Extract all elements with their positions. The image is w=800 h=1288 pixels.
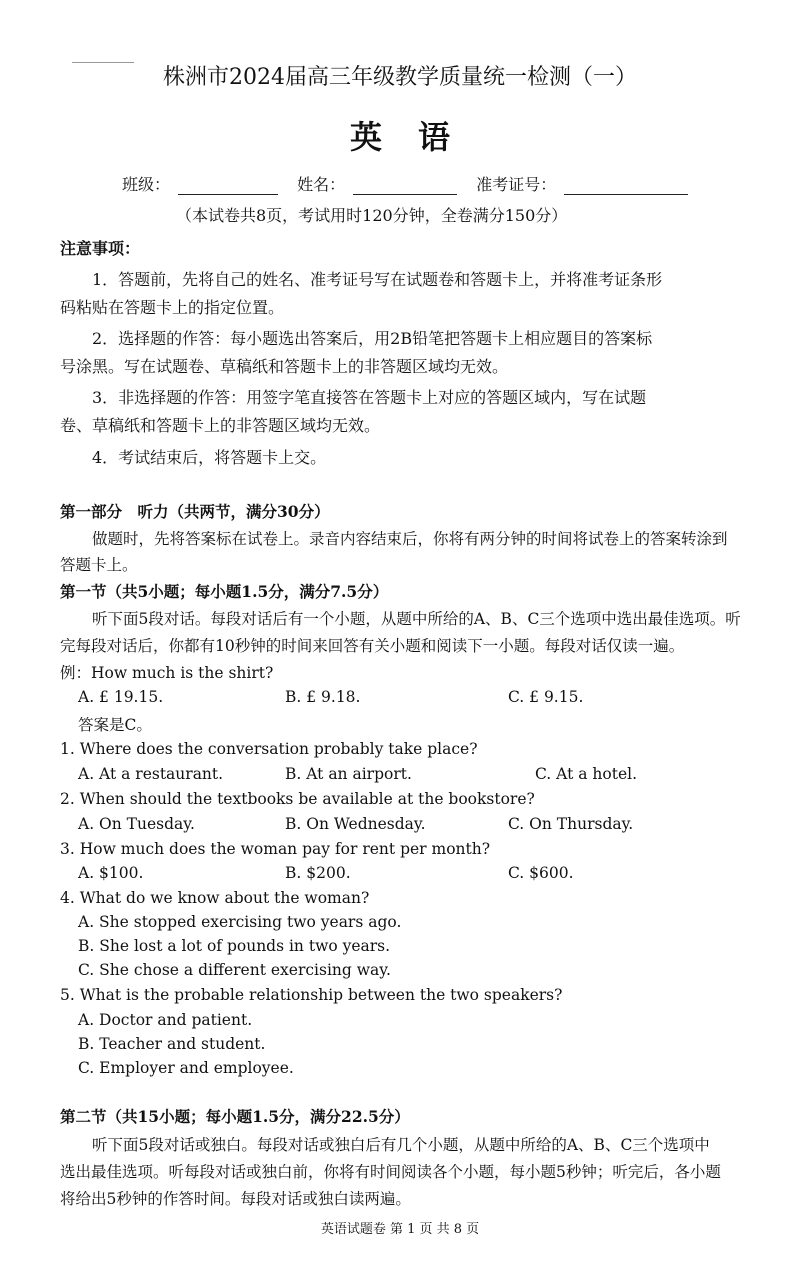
class-label: 班级： — [122, 175, 171, 194]
q1-option-c: C. At a hotel. — [535, 765, 638, 783]
question-2: 2. When should the textbooks be available at the bookstore? — [60, 790, 535, 808]
note-1-line-1: 1．答题前，先将自己的姓名、准考证号写在试题卷和答题卡上，并将准考证条形 — [92, 270, 663, 289]
q1-option-b: B. At an airport. — [285, 765, 412, 783]
name-blank — [353, 178, 457, 195]
exam-number-label: 准考证号： — [476, 175, 557, 194]
question-1: 1. Where does the conversation probably take place? — [60, 740, 478, 758]
q5-option-c: C. Employer and employee. — [78, 1059, 294, 1077]
student-info-row — [122, 172, 696, 195]
part1-heading: 第一部分 听力（共两节，满分30分） — [60, 502, 330, 521]
q3-option-b: B. $200. — [285, 864, 351, 882]
example-question: 例：How much is the shirt? — [60, 664, 274, 682]
subject-title: 英语 — [349, 118, 486, 156]
q4-option-b: B. She lost a lot of pounds in two years. — [78, 937, 391, 955]
page-footer: 英语试题卷 第 1 页 共 8 页 — [320, 1222, 480, 1237]
exam-number-blank — [564, 178, 688, 195]
section1-intro-line-1: 听下面5段对话。每段对话后有一个小题，从题中所给的A、B、C三个选项中选出最佳选项。听 — [92, 610, 741, 628]
section1-intro-line-2: 完每段对话后，你都有10秒钟的时间来回答有关小题和阅读下一小题。每段对话仅读一遍。 — [60, 637, 685, 655]
q5-option-a: A. Doctor and patient. — [78, 1011, 253, 1029]
note-4: 4．考试结束后，将答题卡上交。 — [92, 448, 327, 467]
question-5: 5. What is the probable relationship between the two speakers? — [60, 986, 563, 1004]
notes-heading: 注意事项： — [60, 239, 141, 258]
q2-option-c: C. On Thursday. — [508, 815, 634, 833]
q2-option-a: A. On Tuesday. — [78, 815, 195, 833]
note-2-line-2: 号涂黑。写在试题卷、草稿纸和答题卡上的非答题区域均无效。 — [60, 357, 509, 376]
part1-intro-line-2: 答题卡上。 — [60, 556, 138, 574]
exam-title: 株洲市2024届高三年级教学质量统一检测（一） — [163, 65, 637, 90]
q1-option-a: A. At a restaurant. — [78, 765, 224, 783]
note-3-line-1: 3．非选择题的作答：用签字笔直接答在答题卡上对应的答题区域内，写在试题 — [92, 388, 647, 407]
q3-option-c: C. $600. — [508, 864, 574, 882]
class-blank — [178, 178, 278, 195]
q3-option-a: A. $100. — [78, 864, 144, 882]
section2-heading: 第二节（共15小题；每小题1.5分，满分22.5分） — [60, 1107, 410, 1126]
note-2-line-1: 2．选择题的作答：每小题选出答案后，用2B铅笔把答题卡上相应题目的答案标 — [92, 329, 653, 348]
q4-option-c: C. She chose a different exercising way. — [78, 961, 391, 979]
question-3: 3. How much does the woman pay for rent per month? — [60, 840, 491, 858]
question-4: 4. What do we know about the woman? — [60, 889, 370, 907]
note-3-line-2: 卷、草稿纸和答题卡上的非答题区域均无效。 — [60, 416, 381, 435]
section2-intro-line-1: 听下面5段对话或独白。每段对话或独白后有几个小题，从题中所给的A、B、C三个选项中 — [92, 1136, 710, 1154]
example-option-c: C. £ 9.15. — [508, 688, 584, 706]
section2-intro-line-2: 选出最佳选项。听每段对话或独白前，你将有时间阅读各个小题，每小题5秒钟；听完后，各小题 — [60, 1163, 721, 1181]
example-option-a: A. £ 19.15. — [78, 688, 164, 706]
q5-option-b: B. Teacher and student. — [78, 1035, 266, 1053]
note-1-line-2: 码粘贴在答题卡上的指定位置。 — [60, 298, 285, 317]
example-answer: 答案是C。 — [78, 716, 152, 734]
q4-option-a: A. She stopped exercising two years ago. — [78, 913, 402, 931]
q2-option-b: B. On Wednesday. — [285, 815, 426, 833]
example-option-b: B. £ 9.18. — [285, 688, 361, 706]
exam-info: （本试卷共8页，考试用时120分钟，全卷满分150分） — [176, 206, 568, 225]
part1-intro-line-1: 做题时，先将答案标在试卷上。录音内容结束后，你将有两分钟的时间将试卷上的答案转涂到 — [92, 530, 728, 548]
section2-intro-line-3: 将给出5秒钟的作答时间。每段对话或独白读两遍。 — [60, 1190, 411, 1208]
name-label: 姓名： — [297, 175, 346, 194]
section1-heading: 第一节（共5小题；每小题1.5分，满分7.5分） — [60, 582, 389, 601]
